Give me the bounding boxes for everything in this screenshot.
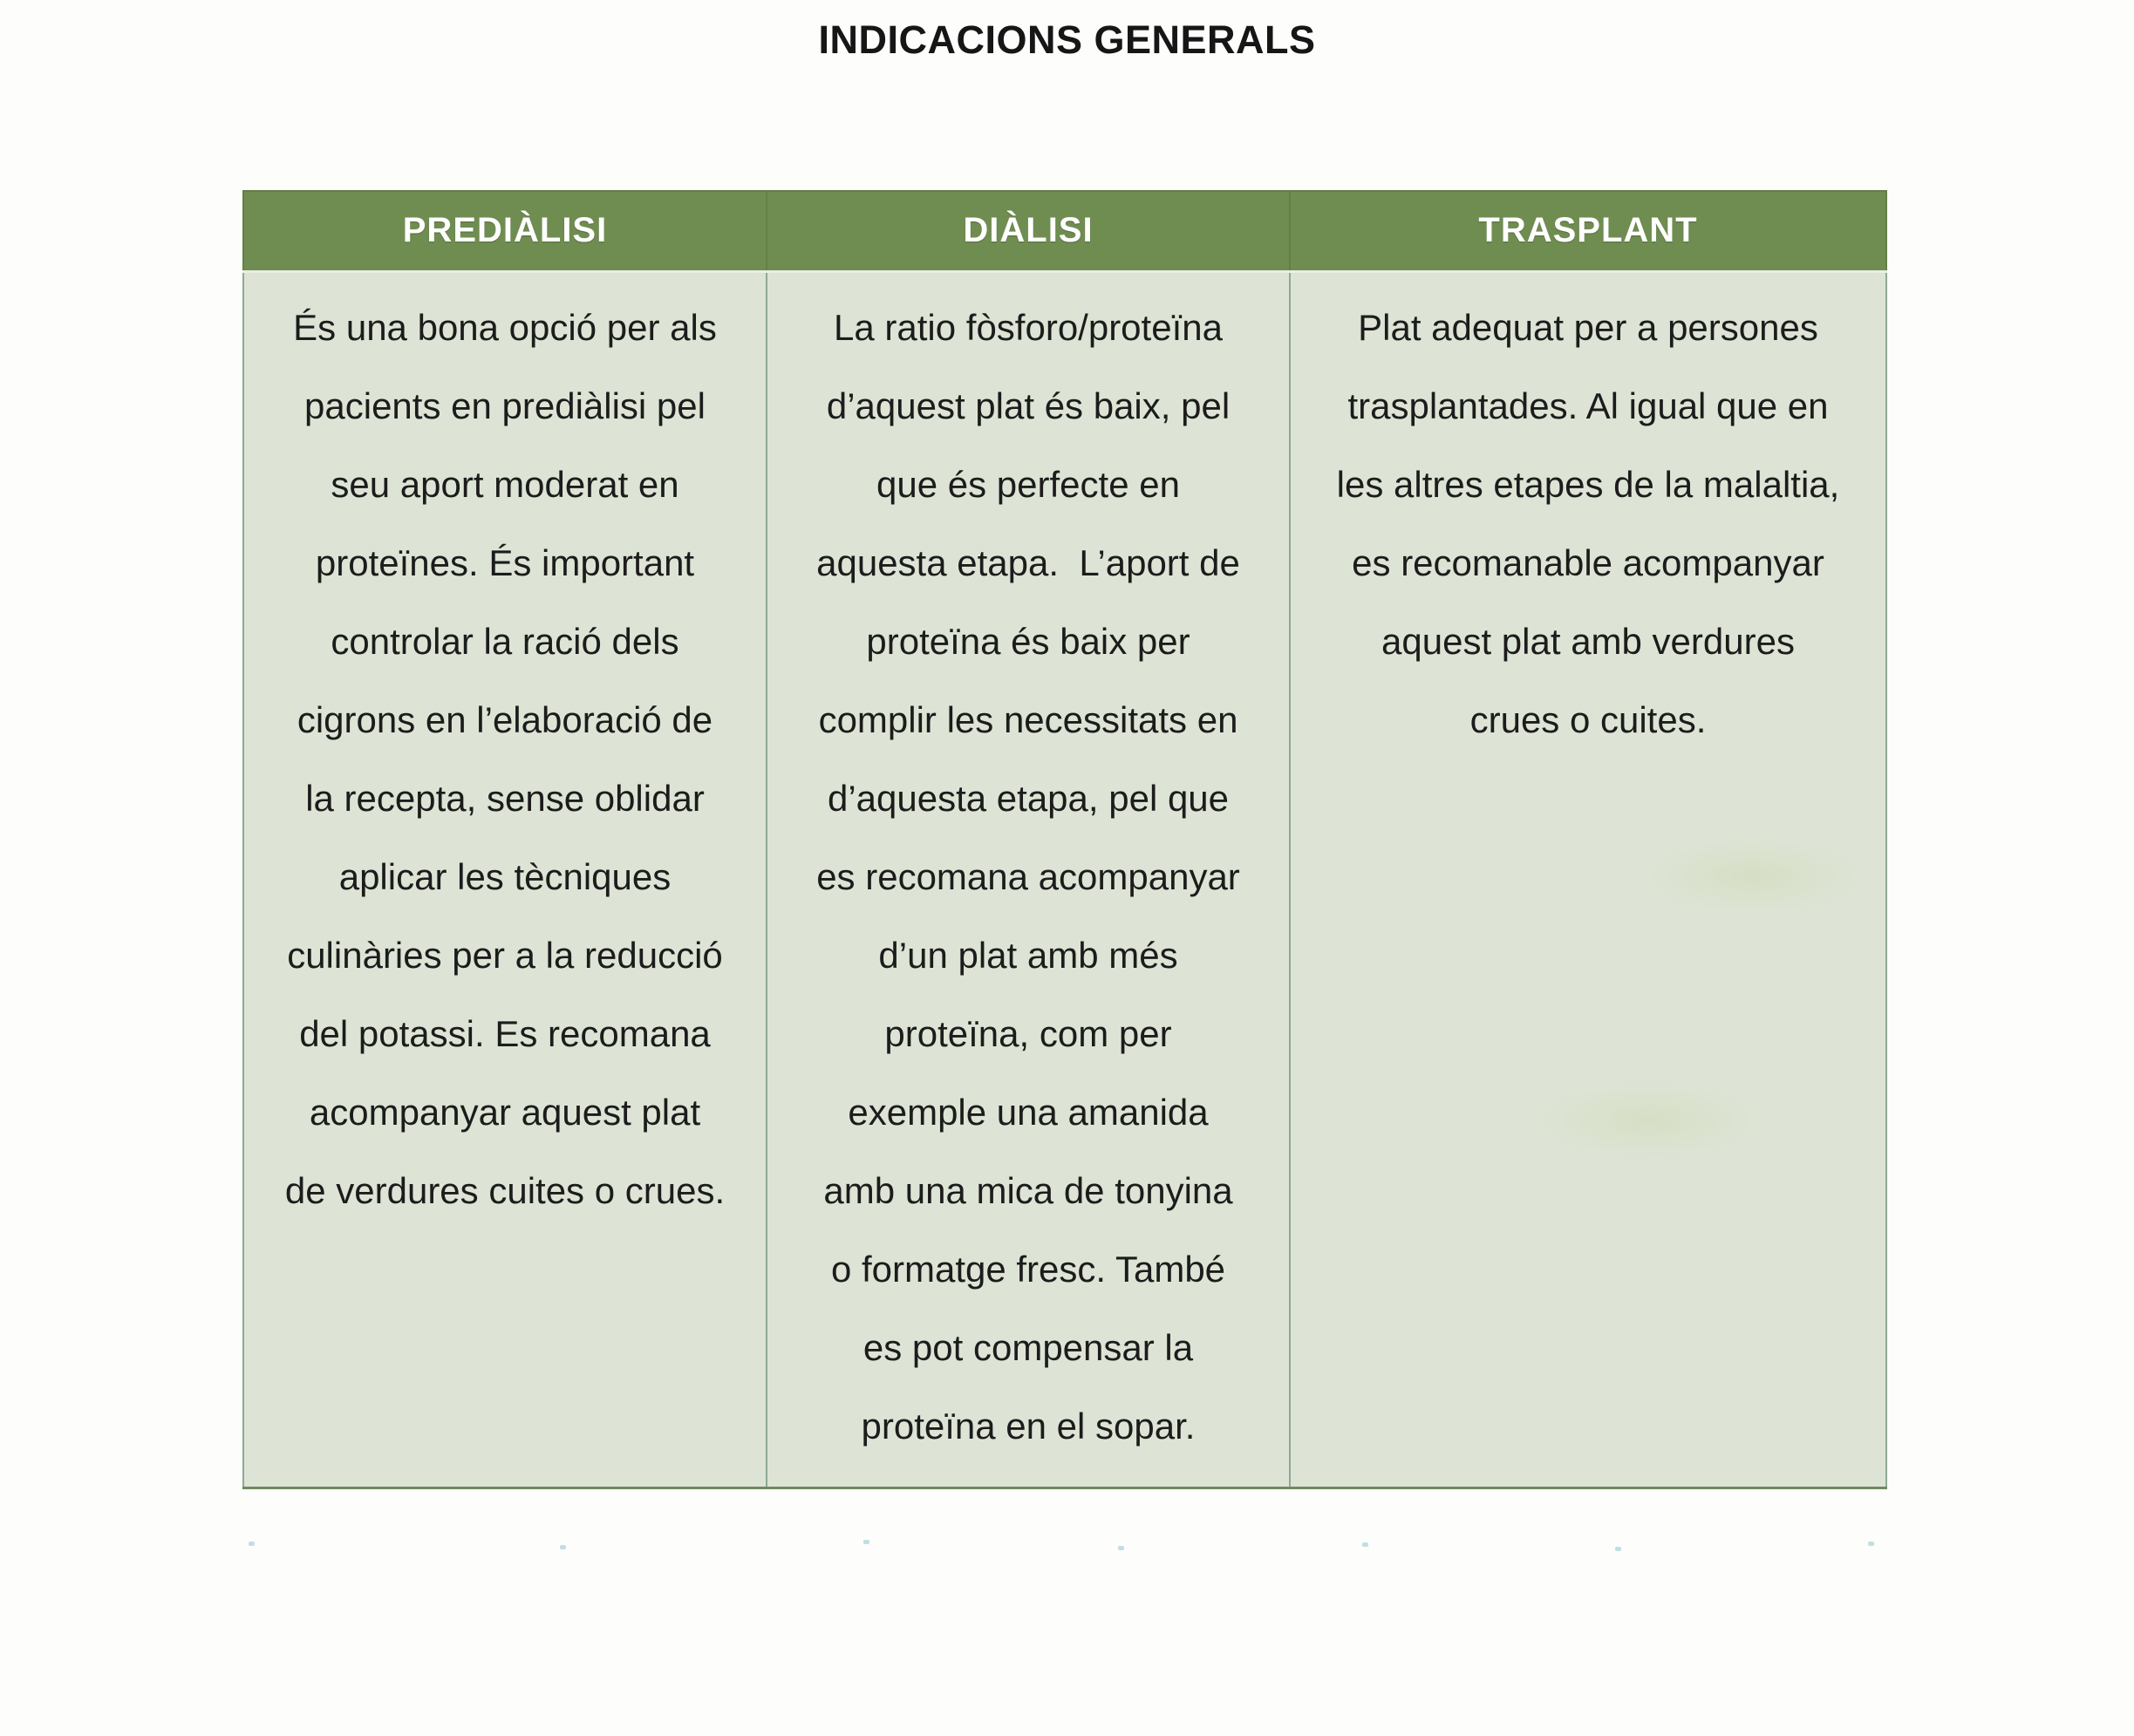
scan-speck bbox=[863, 1540, 869, 1544]
scan-speck bbox=[249, 1542, 255, 1546]
page-title: INDICACIONS GENERALS bbox=[818, 17, 1316, 62]
table-header-row bbox=[243, 191, 1886, 271]
column-header-dialisi: DIÀLISI bbox=[767, 191, 1290, 271]
column-header-predialisi: PREDIÀLISI bbox=[243, 191, 767, 271]
indications-table bbox=[242, 190, 1885, 1489]
scan-speck bbox=[1615, 1547, 1621, 1551]
indications-table-grid bbox=[242, 190, 1887, 1489]
table-body-row bbox=[243, 271, 1886, 1488]
column-header-trasplant: TRASPLANT bbox=[1290, 191, 1886, 271]
scan-speck bbox=[1118, 1546, 1124, 1550]
cell-dialisi-text: La ratio fòsforo/proteïna d’aquest plat és baix, pel que és perfecte en aquesta etapa. L’aport de proteïna és baix per complir les necessitats en d’aquesta etapa, pel que es recomana acompanyar d’un plat amb més proteïna, com per exemple una amanida amb una mica de tonyina o formatge fresc. També es pot compensar la proteïna en el sopar. bbox=[767, 271, 1290, 1488]
scan-speck bbox=[560, 1545, 566, 1549]
scan-speck bbox=[1868, 1542, 1874, 1546]
cell-trasplant-text: Plat adequat per a persones trasplantades. Al igual que en les altres etapes de la malaltia, es recomanable acompanyar aquest plat amb verdures crues o cuites. bbox=[1290, 271, 1886, 1488]
cell-predialisi-text: És una bona opció per als pacients en prediàlisi pel seu aport moderat en proteïnes. És important controlar la ració dels cigrons en l’elaboració de la recepta, sense oblidar aplicar les tècniques culinàries per a la reducció del potassi. Es recomana acompanyar aquest plat de verdures cuites o crues. bbox=[243, 271, 767, 1488]
scan-speck bbox=[1362, 1542, 1368, 1547]
